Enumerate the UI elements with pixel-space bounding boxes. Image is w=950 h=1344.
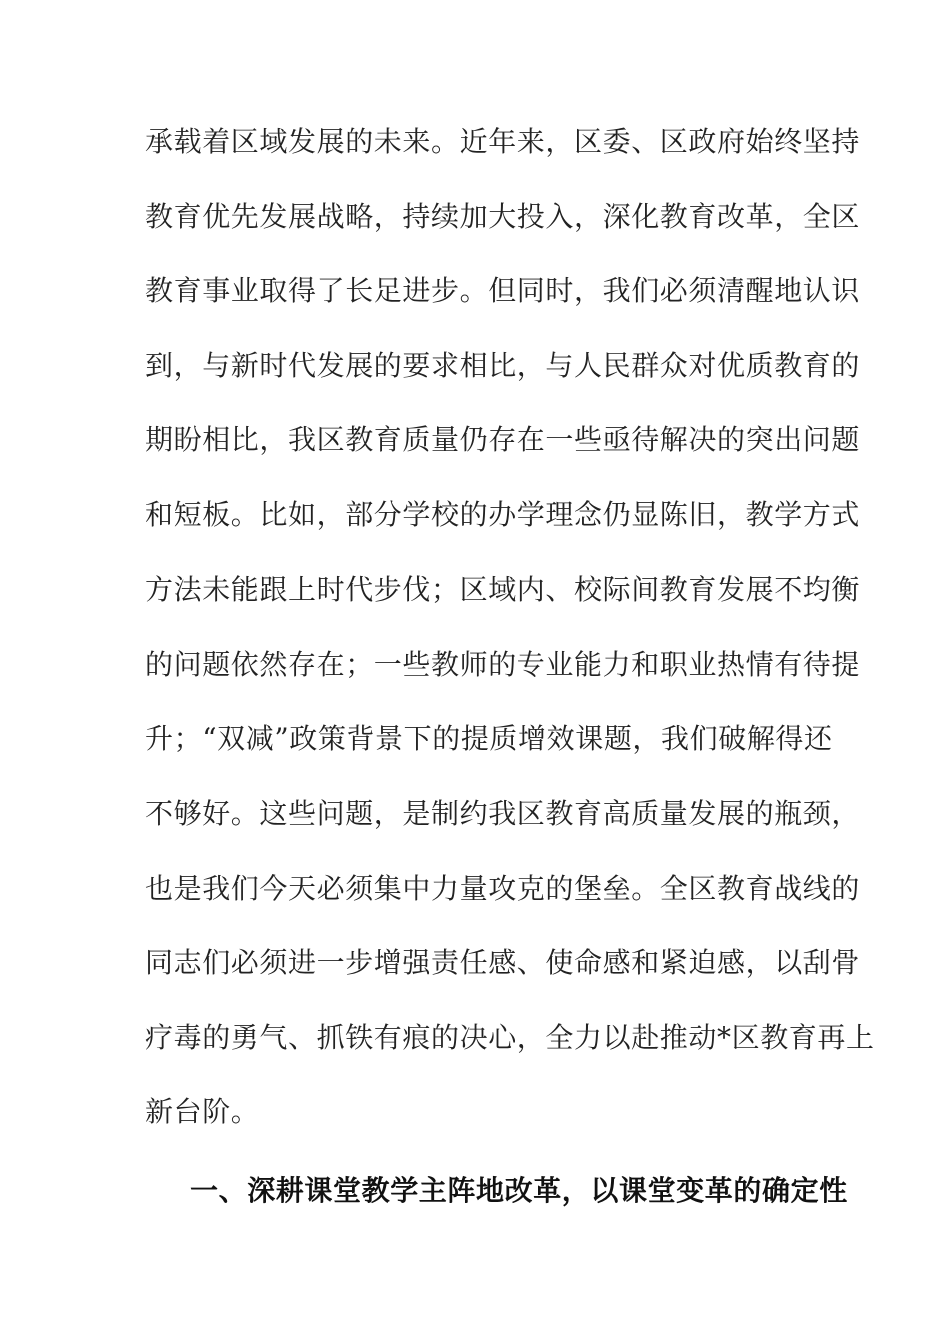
body-text-line: 也是我们今天必须集中力量攻克的堡垒。全区教育战线的 <box>145 872 861 905</box>
body-text-line: 同志们必须进一步增强责任感、使命感和紧迫感，以刮骨 <box>145 946 861 979</box>
body-text-line: 的问题依然存在；一些教师的专业能力和职业热情有待提 <box>145 648 861 681</box>
body-text-line: 期盼相比，我区教育质量仍存在一些亟待解决的突出问题 <box>145 423 861 456</box>
body-text-line: 不够好。这些问题，是制约我区教育高质量发展的瓶颈， <box>145 797 861 830</box>
section-heading: 一、深耕课堂教学主阵地改革，以课堂变革的确定性 <box>190 1174 848 1207</box>
body-text-line: 疗毒的勇气、抓铁有痕的决心，全力以赴推动*区教育再上 <box>145 1021 875 1054</box>
body-text-line: 教育事业取得了长足进步。但同时，我们必须清醒地认识 <box>145 274 861 307</box>
body-text-line: 和短板。比如，部分学校的办学理念仍显陈旧，教学方式 <box>145 498 861 531</box>
body-text-line: 教育优先发展战略，持续加大投入，深化教育改革，全区 <box>145 200 861 233</box>
body-text-line: 升；“双减”政策背景下的提质增效课题，我们破解得还 <box>145 722 833 755</box>
body-text-line: 承载着区域发展的未来。近年来，区委、区政府始终坚持 <box>145 125 861 158</box>
body-text-line: 方法未能跟上时代步伐；区域内、校际间教育发展不均衡 <box>145 573 861 606</box>
body-text-line: 新台阶。 <box>145 1095 260 1128</box>
body-text-line: 到，与新时代发展的要求相比，与人民群众对优质教育的 <box>145 349 861 382</box>
